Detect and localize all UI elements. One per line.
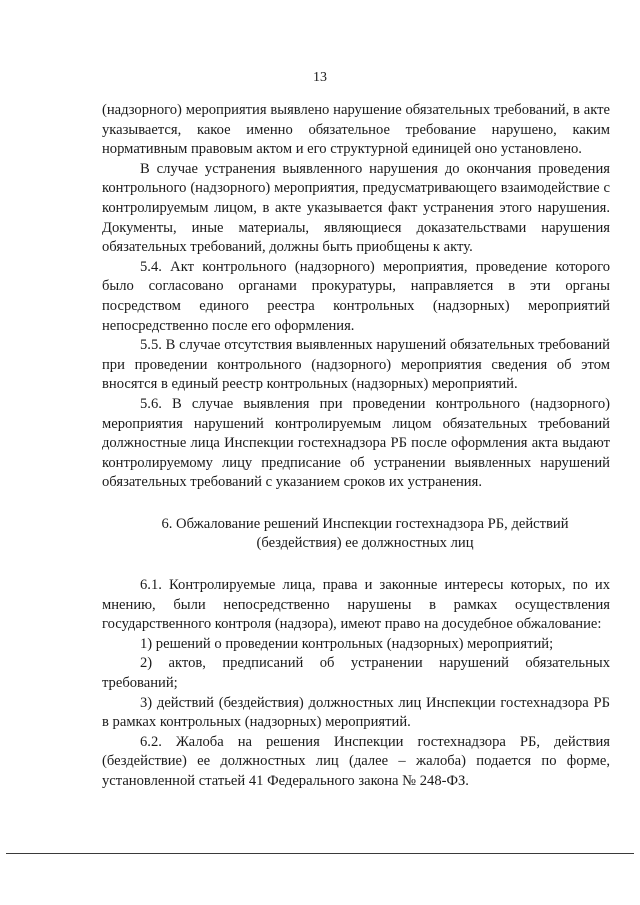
page-number: 13 (313, 70, 327, 85)
paragraph-5-6: 5.6. В случае выявления при проведении контрольного (надзорного) мероприятия нарушений контролируемым лицом обязательных требований должностные лица Инспекции гостехнадзора РБ после оформления акта выдают контролируемому лицу предписание об устранении выявленных нарушений обязательных требований с указанием сроков их устранения. (102, 395, 610, 491)
list-item: 2) актов, предписаний об устранении нарушений обязательных требований; (102, 655, 610, 692)
paragraph-6-1: 6.1. Контролируемые лица, права и законные интересы которых, по их мнению, были непосредственно нарушены в рамках осуществления государственного контроля (надзора), имеют право на досудебное обжалование: (102, 577, 610, 633)
footer-divider (6, 853, 634, 854)
paragraph-5-4: 5.4. Акт контрольного (надзорного) мероприятия, проведение которого было согласовано органами прокуратуры, направляется в эти органы посредством единого реестра контрольных (надзорных) мероприятий непосредственно после его оформления. (102, 258, 610, 334)
paragraph-6-2: 6.2. Жалоба на решения Инспекции гостехнадзора РБ, действия (бездействие) ее должностных лиц (далее – жалоба) подается по форме, установленной статьей 41 Федерального закона № 248-ФЗ. (102, 733, 610, 789)
document-body (102, 101, 610, 792)
section-6-heading: 6. Обжалование решений Инспекции гостехнадзора РБ, действий (бездействия) ее должностных лиц (161, 515, 569, 552)
paragraph-elimination: В случае устранения выявленного нарушения до окончания проведения контрольного (надзорного) мероприятия, предусматривающего взаимодействие с контролируемым лицом, в акте указывается факт устранения этого нарушения. Документы, иные материалы, являющиеся доказательствами нарушения обязательных требований, должны быть приобщены к акту. (102, 160, 610, 256)
list-item: 1) решений о проведении контрольных (надзорных) мероприятий; (140, 635, 554, 652)
paragraph-continuation: (надзорного) мероприятия выявлено нарушение обязательных требований, в акте указывается, какое именно обязательное требование нарушено, каким нормативным правовым актом и его структурной единицей оно установлено. (102, 102, 610, 158)
list-item: 3) действий (бездействия) должностных лиц Инспекции гостехнадзора РБ в рамках контрольных (надзорных) мероприятий. (102, 694, 610, 731)
paragraph-5-5: 5.5. В случае отсутствия выявленных нарушений обязательных требований при проведении контрольного (надзорного) мероприятия сведения об этом вносятся в единый реестр контрольных (надзорных) мероприятий. (102, 337, 610, 393)
